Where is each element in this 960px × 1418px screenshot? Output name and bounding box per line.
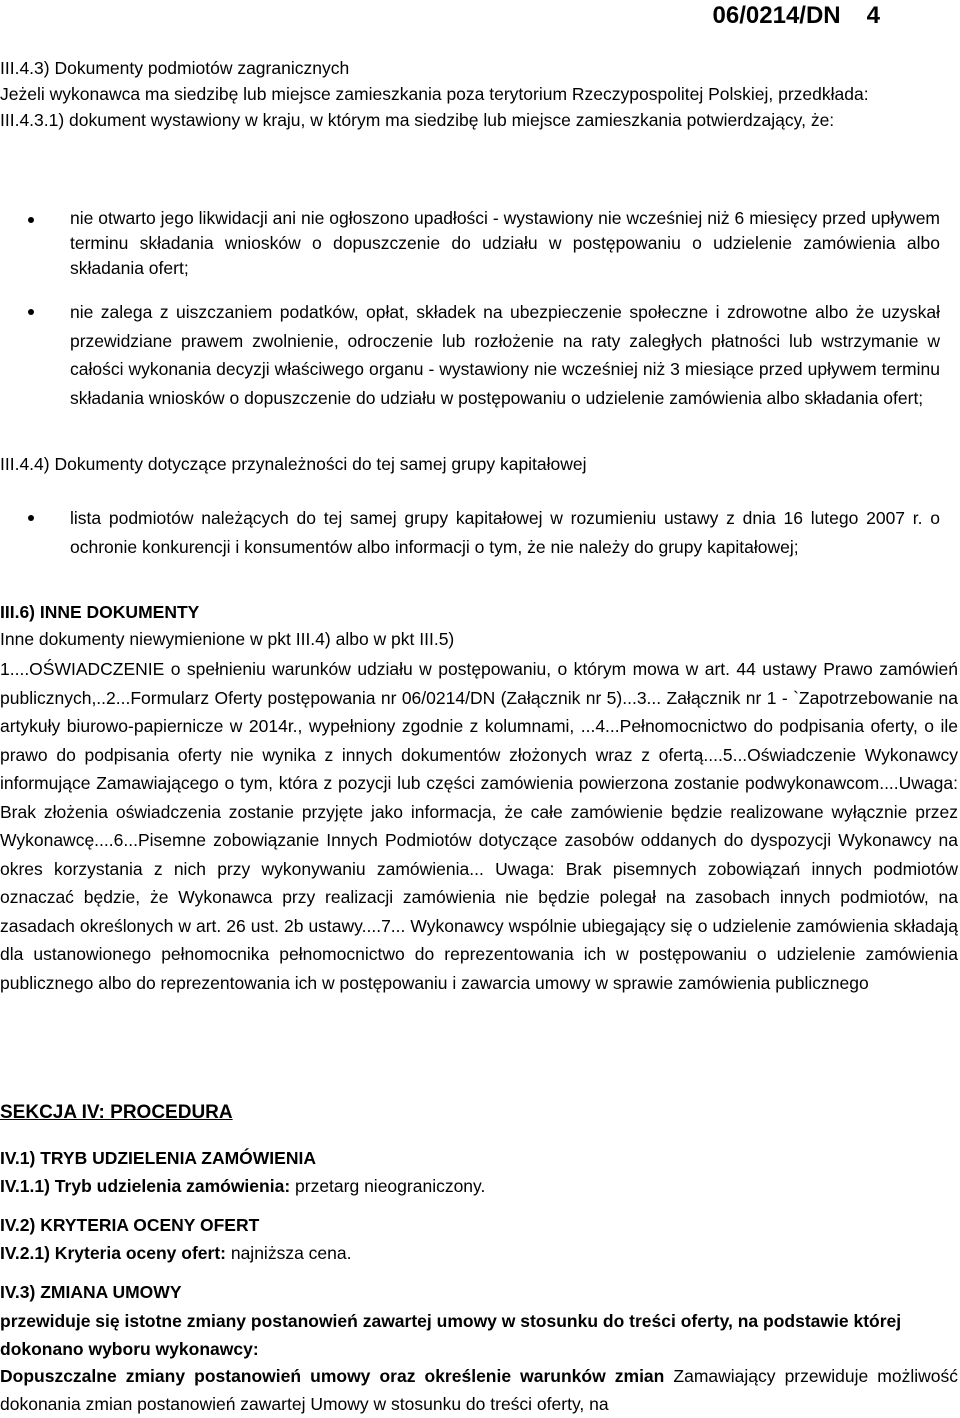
section-heading: III.4.3) Dokumenty podmiotów zagranicznych (0, 58, 350, 78)
section-heading: IV.2) KRYTERIA OCENY OFERT (0, 1215, 260, 1235)
bullet-item: lista podmiotów należących do tej samej grupy kapitałowej w rozumieniu ustawy z dnia 16 lutego 2007 r. o ochronie konkurencji i konsumentów albo informacji o tym, że nie należy do grupy kapitałowej; (70, 504, 940, 561)
field-label: IV.2.1) Kryteria oceny ofert: (0, 1243, 226, 1263)
section-heading: III.4.4) Dokumenty dotyczące przynależności do tej samej grupy kapitałowej (0, 454, 587, 474)
bullet-item: nie zalega z uiszczaniem podatków, opłat, składek na ubezpieczenie społeczne i zdrowotne albo że uzyskał przewidziane prawem zwolnienie, odroczenie lub rozłożenie na raty zaległych płatności lub wstrzymanie w całości wykonania decyzji właściwego organu - wystawiony nie wcześniej niż 3 miesiące przed upływem terminu składania wniosków o dopuszczenie do udziału w postępowaniu o udzielenie zamówienia albo składania ofert; (70, 298, 940, 412)
evaluation-criteria (0, 1240, 958, 1266)
page-number: 4 (866, 2, 880, 29)
section-title: SEKCJA IV: PROCEDURA (0, 1102, 233, 1123)
bullet-icon (28, 515, 34, 521)
field-value: przetarg nieograniczony. (290, 1176, 486, 1196)
document-header (713, 2, 880, 30)
procedure-mode (0, 1173, 958, 1199)
document-number: 06/0214/DN (712, 2, 841, 29)
documents-paragraph: 1....OŚWIADCZENIE o spełnieniu warunków udziału w postępowaniu, o którym mowa w art. 44 ustawy Prawo zamówień publicznych,..2...Formularz Oferty postępowania nr 06/0214/DN (Załącznik nr 5)...3... Załącznik nr 1 - `Zapotrzebowanie na artykuły biurowo-papiernicze w 2014r., wypełniony zgodnie z kolumnami, ...4...Pełnomocnictwo do podpisania oferty, o ile prawo do podpisania oferty nie wynika z innych dokumentów złożonych wraz z ofertą....5...Oświadczenie Wykonawcy informujące Zamawiającego o tym, która z pozycji lub części zamówienia powierzona zostanie podwykonawcom....Uwaga: Brak złożenia oświadczenia zostanie przyjęte jako informacja, że całe zamówienie będzie realizowane wyłącznie przez Wykonawcę....6...Pisemne zobowiązanie Innych Podmiotów dotyczące zasobów oddanych do dyspozycji Wykonawcy na okres korzystania z nich przy wykonywaniu zamówienia... Uwaga: Brak pisemnych zobowiązań innych podmiotów oznaczać będzie, że Wykonawca przy realizacji zamówienia nie będzie polegał na zasobach innych podmiotów, na zasadach określonych w art. 26 ust. 2b ustawy....7... Wykonawcy wspólnie ubiegający się o udzielenie zamówienia składają dla ustanowionego pełnomocnika pełnomocnictwo do reprezentowania ich w postępowaniu o udzielenie zamówienia publicznego albo do reprezentowania ich w postępowaniu i zawarcia umowy w sprawie zamówienia publicznego (0, 659, 958, 993)
field-value: Zamawiający przewiduje możliwość dokonania zmian postanowień zawartej Umowy w stosunku do treści oferty, na (0, 1366, 958, 1414)
field-value: najniższa cena. (225, 1243, 352, 1263)
section-heading: IV.3) ZMIANA UMOWY (0, 1282, 182, 1302)
bullet-icon (28, 309, 34, 315)
section-iii-4-3 (0, 55, 958, 133)
subsection-text: III.4.3.1) dokument wystawiony w kraju, w którym ma siedzibę lub miejsce zamieszkania potwierdzający, że: (0, 110, 835, 130)
subsection-text: Inne dokumenty niewymienione w pkt III.4) albo w pkt III.5) (0, 629, 455, 649)
bullet-icon (28, 217, 34, 223)
bullet-item: nie otwarto jego likwidacji ani nie ogłoszono upadłości - wystawiony nie wcześniej niż 6 miesięcy przed upływem terminu składania wniosków o dopuszczenie do udziału w postępowaniu o udzielenie zamówienia albo składania ofert; (70, 206, 940, 281)
section-heading: III.6) INNE DOKUMENTY (0, 602, 200, 622)
field-label: IV.1.1) Tryb udzielenia zamówienia: (0, 1176, 291, 1196)
field-label: Dopuszczalne zmiany postanowień umowy oraz określenie warunków zmian (0, 1366, 665, 1386)
intro-paragraph: Jeżeli wykonawca ma siedzibę lub miejsce zamieszkania poza terytorium Rzeczypospolitej Polskiej, przedkłada: (0, 84, 869, 104)
section-heading: IV.1) TRYB UDZIELENIA ZAMÓWIENIA (0, 1148, 316, 1168)
contract-change-statement: przewiduje się istotne zmiany postanowień zawartej umowy w stosunku do treści oferty, na podstawie której dokonano wyboru wykonawcy: (0, 1311, 902, 1359)
contract-change-details (0, 1362, 958, 1418)
